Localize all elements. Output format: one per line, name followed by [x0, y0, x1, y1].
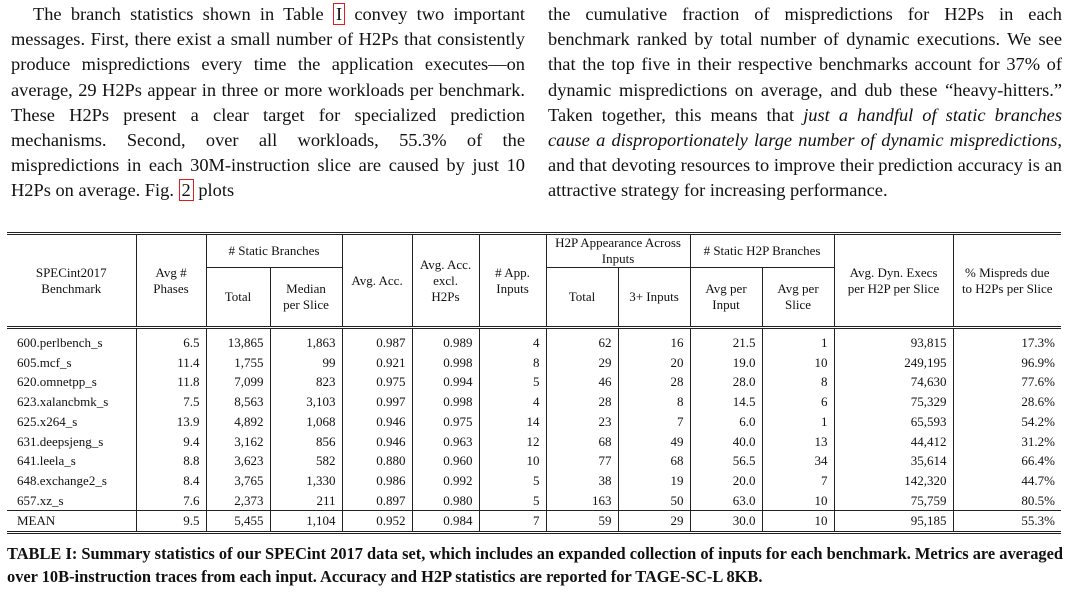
- table-cell: 142,320: [834, 471, 953, 491]
- table-cell: 35,614: [834, 451, 953, 471]
- table-cell: 0.994: [412, 372, 479, 392]
- table-cell: 9.4: [136, 432, 206, 452]
- table-cell: 823: [270, 372, 342, 392]
- header-mispreds: % Mispreds due to H2Ps per Slice: [953, 234, 1061, 328]
- table-cell: 29: [546, 353, 618, 373]
- table-cell: 7.6: [136, 491, 206, 511]
- table-cell: 44.7%: [1021, 472, 1056, 488]
- table-cell: 55.3%: [953, 511, 1061, 533]
- table-cell: 54.2%: [1021, 413, 1056, 429]
- table-cell: 0.975: [412, 412, 479, 432]
- table-cell: 5: [479, 471, 546, 491]
- table-cell: 96.9%: [1021, 354, 1056, 370]
- table-cell: 59: [546, 511, 618, 533]
- table-cell: 0.897: [342, 491, 412, 511]
- table-cell: 0.963: [412, 432, 479, 452]
- table-cell: 20.0: [690, 471, 762, 491]
- table-caption: TABLE I: Summary statistics of our SPECint 2017 data set, which includes an expanded collection of inputs for each benchmark. Metrics are averaged over 10B-instruction traces from each input. Accuracy and H2P statistics are reported for TAGE-SC-L 8KB.: [7, 544, 1063, 586]
- table-cell: 21.5: [690, 333, 762, 353]
- table-cell: 95,185: [834, 511, 953, 533]
- table-cell: 68: [546, 432, 618, 452]
- table-row-mean: [7, 511, 1061, 533]
- table-cell: 0.975: [342, 372, 412, 392]
- table-reference-link[interactable]: I: [333, 3, 345, 25]
- table-cell: 0.921: [342, 353, 412, 373]
- table-cell: 8: [618, 392, 690, 412]
- benchmark-cell: 623.xalancbmk_s: [7, 392, 136, 412]
- table-cell: 12: [479, 432, 546, 452]
- table-cell: 77.6%: [1021, 374, 1056, 390]
- table-cell: 0.998: [412, 353, 479, 373]
- table-cell: 0.998: [412, 392, 479, 412]
- table-cell: 75,329: [834, 392, 953, 412]
- table-cell: 34: [762, 451, 834, 471]
- table-cell: 5: [479, 491, 546, 511]
- table-cell: 65,593: [834, 412, 953, 432]
- table-cell: 1: [762, 412, 834, 432]
- table-cell: 10: [762, 511, 834, 533]
- header-benchmark: SPECint2017 Benchmark: [7, 234, 136, 328]
- text-run: The branch statistics shown in Table: [33, 4, 333, 24]
- table-row: [7, 471, 1061, 491]
- table-cell: 7,099: [206, 372, 270, 392]
- table-row: [7, 392, 1061, 412]
- table-cell: 8,563: [206, 392, 270, 412]
- table-row: [7, 451, 1061, 471]
- table-cell: 74,630: [834, 372, 953, 392]
- table-cell: 50: [618, 491, 690, 511]
- table-cell: 856: [270, 432, 342, 452]
- table-body: [7, 328, 1061, 533]
- table-cell: 1,068: [270, 412, 342, 432]
- table-cell: 30.0: [690, 511, 762, 533]
- table-cell: 4: [479, 392, 546, 412]
- table-cell: 63.0: [690, 491, 762, 511]
- table-cell: 7: [762, 471, 834, 491]
- table-cell: 20: [618, 353, 690, 373]
- table-cell: 4: [479, 333, 546, 353]
- table-row: [7, 333, 1061, 353]
- table-cell: 7.5: [136, 392, 206, 412]
- table-cell: 11.4: [136, 353, 206, 373]
- table-row: [7, 372, 1061, 392]
- left-column-text: [11, 2, 525, 204]
- table-cell: 16: [618, 333, 690, 353]
- table-cell: 14: [479, 412, 546, 432]
- table-row: [7, 432, 1061, 452]
- benchmark-cell: 648.exchange2_s: [7, 471, 136, 491]
- table-cell: 46: [546, 372, 618, 392]
- table-cell: 0.986: [342, 471, 412, 491]
- table-cell: 9.5: [136, 511, 206, 533]
- header-avg-per-input: Avg per Input: [690, 268, 762, 328]
- table-cell: 8: [762, 372, 834, 392]
- header-avg-acc-excl: Avg. Acc. excl. H2Ps: [412, 234, 479, 328]
- table-cell: 1,104: [270, 511, 342, 533]
- table-cell: 10: [479, 451, 546, 471]
- emphasis-text: just a handful of static branches cause a disproportionately large number of dynamic mispredictions: [548, 104, 1062, 151]
- table-cell: 0.960: [412, 451, 479, 471]
- summary-table: [7, 232, 1061, 534]
- table-cell: 0.946: [342, 432, 412, 452]
- benchmark-cell: 631.deepsjeng_s: [7, 432, 136, 452]
- table-cell: 3,765: [206, 471, 270, 491]
- table-cell: 28: [618, 372, 690, 392]
- table-cell: 10: [762, 491, 834, 511]
- table-cell: 0.880: [342, 451, 412, 471]
- text-run: , and that devoting resources to improve their prediction accuracy is an attractive strategy for increasing performance.: [548, 130, 1062, 201]
- header-h2p-appearance: H2P Appearance Across Inputs: [546, 234, 690, 268]
- table-row: [7, 353, 1061, 373]
- table-cell: 13: [762, 432, 834, 452]
- table-cell: 0.946: [342, 412, 412, 432]
- table-cell: 0.987: [342, 333, 412, 353]
- table-cell: 0.992: [412, 471, 479, 491]
- table-cell: 40.0: [690, 432, 762, 452]
- table-cell: 19.0: [690, 353, 762, 373]
- figure-reference-link[interactable]: 2: [179, 179, 194, 201]
- table-cell: 28: [546, 392, 618, 412]
- table-cell: 13.9: [136, 412, 206, 432]
- table-cell: 29: [618, 511, 690, 533]
- header-static-branches: # Static Branches: [206, 234, 342, 268]
- table-cell: 249,195: [834, 353, 953, 373]
- header-avg-per-slice: Avg per Slice: [762, 268, 834, 328]
- table-cell: 38: [546, 471, 618, 491]
- table-cell: 99: [270, 353, 342, 373]
- header-median-per-slice: Median per Slice: [270, 268, 342, 328]
- table-cell: 3,162: [206, 432, 270, 452]
- table-cell: 14.5: [690, 392, 762, 412]
- table-cell: 1,863: [270, 333, 342, 353]
- right-column-text: [548, 2, 1062, 204]
- table-cell: 6: [762, 392, 834, 412]
- benchmark-cell: 641.leela_s: [7, 451, 136, 471]
- table-cell: 80.5%: [1021, 492, 1056, 508]
- header-avg-phases: Avg # Phases: [136, 234, 206, 328]
- text-run: convey two important messages. First, there exist a small number of H2Ps that consistently produce mispredictions every time the application executes—on average, 29 H2Ps appear in three or more workloads per benchmark. These H2Ps present a clear target for specialized prediction mechanisms. Second, over all workloads, 55.3% of the mispredictions in each 30M-instruction slice are caused by just 10 H2Ps on average. Fig.: [11, 4, 525, 201]
- left-paragraph: [11, 2, 525, 204]
- text-run: plots: [193, 180, 235, 201]
- benchmark-cell: 620.omnetpp_s: [7, 372, 136, 392]
- header-three-plus-inputs: 3+ Inputs: [618, 268, 690, 328]
- benchmark-cell: 605.mcf_s: [7, 353, 136, 373]
- table-cell: 5: [479, 372, 546, 392]
- table-cell: 582: [270, 451, 342, 471]
- header-h2p-total: Total: [546, 268, 618, 328]
- table-cell: 0.980: [412, 491, 479, 511]
- right-paragraph: [548, 2, 1062, 204]
- table-cell: 56.5: [690, 451, 762, 471]
- table-cell: 2,373: [206, 491, 270, 511]
- table-cell: 23: [546, 412, 618, 432]
- table-cell: 0.997: [342, 392, 412, 412]
- table-cell: 28.0: [690, 372, 762, 392]
- table-cell: 1: [762, 333, 834, 353]
- table-cell: 68: [618, 451, 690, 471]
- table-cell: 31.2%: [1021, 433, 1056, 449]
- table-cell: 0.989: [412, 333, 479, 353]
- table-cell: 5,455: [206, 511, 270, 533]
- header-avg-dyn-execs: Avg. Dyn. Execs per H2P per Slice: [834, 234, 953, 328]
- table-cell: 49: [618, 432, 690, 452]
- table-cell: 11.8: [136, 372, 206, 392]
- table-cell: 8.8: [136, 451, 206, 471]
- table-cell: 0.984: [412, 511, 479, 533]
- table-cell: 6.5: [136, 333, 206, 353]
- table-cell: 7: [618, 412, 690, 432]
- table-cell: 19: [618, 471, 690, 491]
- table-cell: 66.4%: [1021, 453, 1056, 469]
- text-run: the cumulative fraction of mispredictions for H2Ps in each benchmark ranked by total number of dynamic executions. We see that the top five in their respective benchmarks account for 37% of dynamic mispredictions on average, and dub these “heavy-hitters.” Taken together, this means that: [548, 4, 1062, 125]
- header-avg-acc: Avg. Acc.: [342, 234, 412, 328]
- table-cell: 44,412: [834, 432, 953, 452]
- table-cell: 28.6%: [1021, 394, 1056, 410]
- table-cell: 163: [546, 491, 618, 511]
- table-cell: 6.0: [690, 412, 762, 432]
- table-row: [7, 491, 1061, 511]
- table-cell: 1,755: [206, 353, 270, 373]
- table-cell: 8.4: [136, 471, 206, 491]
- benchmark-cell: MEAN: [7, 511, 136, 533]
- table-cell: 10: [762, 353, 834, 373]
- table-cell: 77: [546, 451, 618, 471]
- benchmark-cell: 625.x264_s: [7, 412, 136, 432]
- header-total: Total: [206, 268, 270, 328]
- table-row: [7, 412, 1061, 432]
- table-cell: 4,892: [206, 412, 270, 432]
- table-cell: 8: [479, 353, 546, 373]
- table-cell: 17.3%: [1021, 335, 1056, 350]
- table-cell: 3,623: [206, 451, 270, 471]
- table-cell: 211: [270, 491, 342, 511]
- table-cell: 13,865: [206, 333, 270, 353]
- benchmark-cell: 600.perlbench_s: [7, 333, 136, 353]
- table-cell: 0.952: [342, 511, 412, 533]
- table-cell: 75,759: [834, 491, 953, 511]
- table-cell: 1,330: [270, 471, 342, 491]
- table-cell: 62: [546, 333, 618, 353]
- table-cell: 93,815: [834, 333, 953, 353]
- benchmark-cell: 657.xz_s: [7, 491, 136, 511]
- header-static-h2p: # Static H2P Branches: [690, 234, 834, 268]
- table-cell: 7: [479, 511, 546, 533]
- header-app-inputs: # App. Inputs: [479, 234, 546, 328]
- table-cell: 3,103: [270, 392, 342, 412]
